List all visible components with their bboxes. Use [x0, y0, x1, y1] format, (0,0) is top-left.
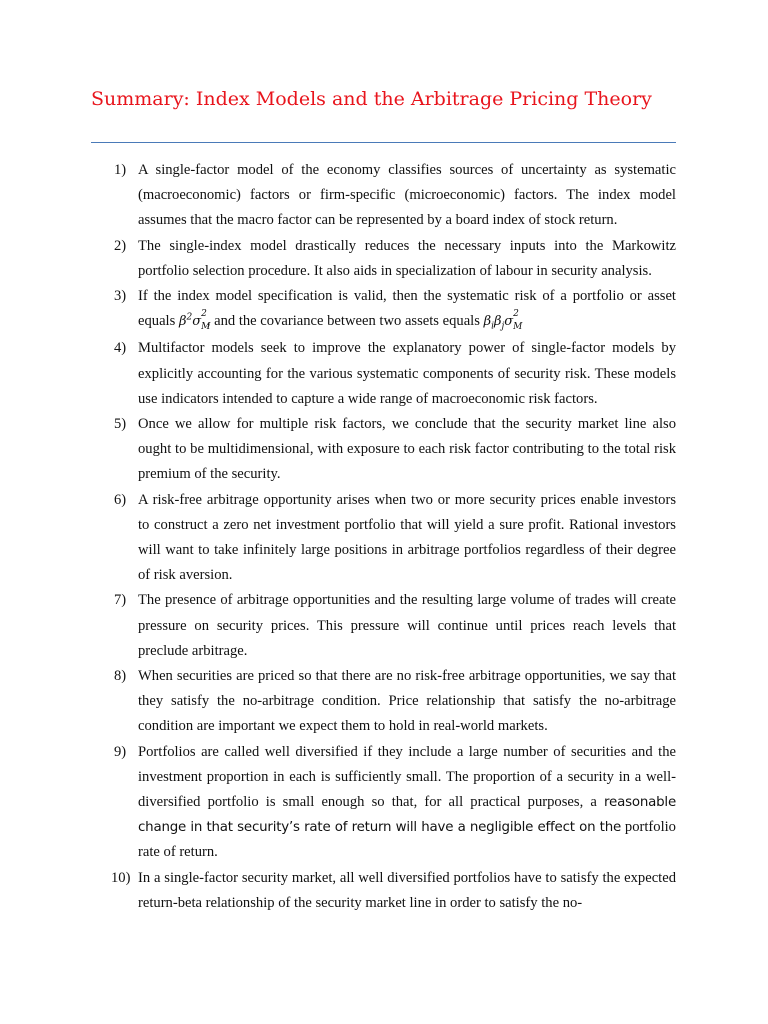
covariance-formula: $\beta_i\beta_j\sigma$ 2 M	[483, 309, 523, 333]
list-item	[0, 664, 768, 740]
item-text: Multifactor models seek to improve the explanatory power of single-factor models by explicitly accounting for the various systematic components of security risk. These models use indicators intended to capture a wide range of macroeconomic risk factors.	[138, 340, 676, 407]
item-text: A single-factor model of the economy classifies sources of uncertainty as systematic (macroeconomic) factors or firm-specific (microeconomic) factors. The index model assumes that the macro factor can be represented by a board index of stock return.	[138, 162, 676, 229]
list-item	[0, 412, 768, 488]
list-item	[0, 488, 768, 589]
systematic-risk-formula: $\beta^2\sigma$ 2 M	[178, 309, 211, 333]
item-number: 7)	[114, 592, 127, 609]
item-text-before: If the index model specification is valid, then the systematic risk of a portfolio or asset equals	[138, 288, 676, 330]
item-number: 3)	[114, 288, 127, 305]
item-number: 1)	[114, 162, 127, 178]
item-number: 8)	[114, 668, 127, 685]
list-item	[0, 740, 768, 866]
list-item	[0, 866, 768, 916]
list-item	[0, 158, 768, 234]
item-text: In a single-factor security market, all well diversified portfolios have to satisfy the expected return-beta relationship of the security market line in order to satisfy the no-	[138, 869, 676, 911]
item-number: 9)	[114, 743, 127, 760]
title-underline	[91, 142, 676, 143]
document-title: Summary: Index Models and the Arbitrage Pricing Theory	[91, 88, 652, 110]
item-text: When securities are priced so that there are no risk-free arbitrage opportunities, we say that they satisfy the no-arbitrage condition. Price relationship that satisfy the no-arbitrage condition are important we expect them to hold in real-world markets.	[138, 668, 676, 735]
item-number: 6)	[114, 491, 127, 508]
item-number: 10)	[111, 869, 131, 886]
list-item	[0, 284, 768, 336]
item-text-main: Portfolios are called well diversified if they include a large number of securities and the investment proportion in each is sufficiently small. The proportion of a security in a well-diversified portfolio is small enough so that, for all practical purposes, a	[138, 743, 676, 811]
item-text: Once we allow for multiple risk factors, we conclude that the security market line also ought to be multidimensional, with exposure to each risk factor contributing to the total risk premium of the security.	[138, 416, 676, 483]
list-item	[0, 588, 768, 664]
item-text-alt-font: reasonable change in that security’s rate of return will have a negligible effect on the	[138, 795, 676, 836]
list-item	[0, 234, 768, 284]
list-item	[0, 336, 768, 412]
item-number: 2)	[114, 237, 127, 254]
item-text	[138, 284, 676, 336]
item-text	[138, 740, 676, 866]
item-number: 5)	[114, 416, 127, 433]
item-text-end: portfolio rate of return.	[138, 819, 676, 861]
item-text: A risk-free arbitrage opportunity arises when two or more security prices enable investors to construct a zero net investment portfolio that will yield a sure profit. Rational investors will want to take infinitely large positions in arbitrage portfolios regardless of their degree of risk aversion.	[138, 491, 676, 584]
item-text: The presence of arbitrage opportunities and the resulting large volume of trades will create pressure on security prices. This pressure will continue until prices reach levels that preclude arbitrage.	[138, 592, 676, 659]
item-number: 4)	[114, 340, 127, 357]
summary-list	[0, 158, 768, 916]
item-text-middle: , and the covariance between two assets equals	[206, 313, 484, 330]
item-text: The single-index model drastically reduces the necessary inputs into the Markowitz portfolio selection procedure. It also aids in specialization of labour in security analysis.	[138, 237, 676, 279]
